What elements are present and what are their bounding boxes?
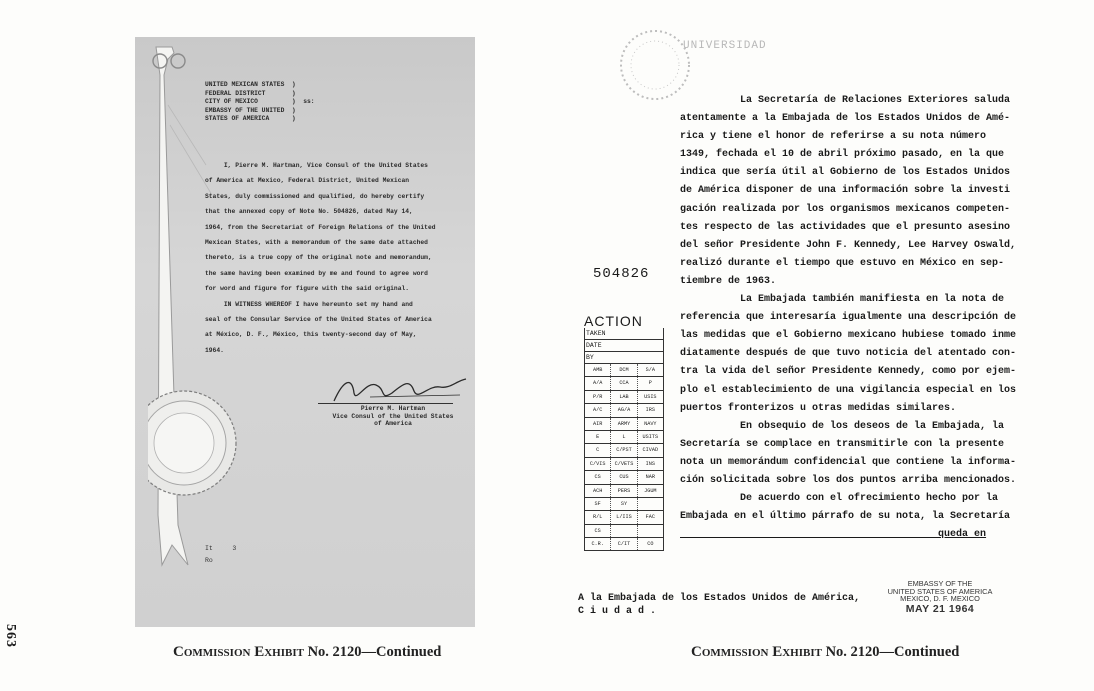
routing-rows [585,364,663,550]
letter-line: tes respecto de las actividades que el presunto asesino [680,221,1011,233]
routing-cell: USIS [637,391,663,403]
addressee-line: C i u d a d . [578,605,657,617]
certificate-line: seal of the Consular Service of the United States of America [205,316,432,324]
certificate-line: I, Pierre M. Hartman, Vice Consul of the United States [205,162,428,169]
certificate-line: 1964, from the Secretariat of Foreign Relations of the United [205,223,436,231]
signer-line: Pierre M. Hartman [360,405,426,412]
signer-line: of America [374,420,412,427]
caption-line: FEDERAL DISTRICT ) [205,89,296,97]
routing-cell: C/VIS [589,460,606,467]
routing-row [585,457,663,470]
letter-line: indica que sería útil al Gobierno de los Estados Unidos [680,167,1011,179]
letter-line: queda en [680,529,987,541]
footer-caption-right [691,644,959,661]
routing-cell: C/IT [610,538,636,550]
routing-cell: SF [594,500,601,507]
exhibit-label: Commission Exhibit [691,644,822,660]
routing-row [585,484,663,497]
letter-line: puertos fronterizos u otras medidas similares. [680,402,957,414]
routing-row [585,470,663,483]
letter-line: nota un memorándum confidencial que contiene la informa- [680,456,1017,468]
routing-cell: USITS [637,431,663,443]
routing-cell [637,525,663,537]
routing-cell [637,498,663,510]
certificate-line: States, duly commissioned and qualified, do hereby certify [205,192,425,200]
routing-cell: FAC [637,511,663,523]
certificate-line: the same having been examined by me and found to agree word [205,269,428,277]
certificate-line: of America at Mexico, Federal District, United Mexican [205,177,410,185]
stamp-line: MEXICO, D. F. MEXICO [900,594,980,604]
letter-line: La Embajada también manifiesta en la nota de [680,294,1005,306]
certificate-line: for word and figure for figure with the said original. [205,285,410,293]
letter-line: Embajada en el último párrafo de su nota, la Secretaría [680,511,1011,523]
routing-cell: C [596,447,600,454]
routing-cell: C/PST [610,444,636,456]
certificate-line: at México, D. F., México, this twenty-second day of May, [205,331,417,339]
handwritten-signature [330,375,470,405]
page-number: 563 [3,624,18,648]
routing-row [585,510,663,523]
embassy-received-stamp [880,580,1000,613]
stub-mark: 3 [232,545,237,552]
certificate-line: thereto, is a true copy of the original note and memorandum, [205,254,432,262]
caption-line: STATES OF AMERICA ) [205,115,296,122]
routing-row [585,390,663,403]
exhibit-number: No. 2120—Continued [307,644,442,660]
routing-cell: PERS [610,485,636,497]
stamp-date: MAY 21 1964 [905,602,975,615]
routing-cell: DCM [610,364,636,376]
routing-label: BY [585,352,663,364]
letter-line: diatamente después de que tuvo noticia del atentado con- [680,348,1017,360]
routing-cell: NAVY [637,418,663,430]
routing-cell: A/A [592,380,603,387]
letter-line: gación realizada por los organismos mexicanos competen- [680,203,1011,215]
caption-line: CITY OF MEXICO ) ss: [205,98,315,105]
letter-line: realizó durante el tiempo que estuvo en México en sep- [680,257,1005,269]
exhibit-number: No. 2120—Continued [825,644,960,660]
letter-line: de América disponer de una información sobre la investi [680,185,1011,197]
letter-line: referencia que interesaría igualmente una descripción de [680,312,1017,324]
caption-line: EMBASSY OF THE UNITED ) [205,106,296,114]
stamp-line: UNITED STATES OF AMERICA [887,586,993,596]
ribbon-stub-text [205,543,236,567]
routing-slip-title: ACTION [584,313,643,329]
signer-block [318,405,468,428]
stub-line: Ro [205,557,213,564]
certificate-line: that the annexed copy of Note No. 504826, dated May 14, [205,208,413,216]
routing-cell: S/A [637,364,663,376]
routing-cell: ARMY [610,418,636,430]
letter-line: tra la vida del señor Presidente Kennedy, como por ejem- [680,366,1017,378]
routing-cell: C.R. [591,541,604,548]
certificate-caption [205,81,315,124]
certificate-line: 1964. [205,346,224,354]
letter-line: tiembre de 1963. [680,275,777,287]
routing-cell: CO [637,538,663,550]
routing-label: DATE [585,340,663,352]
routing-cell: P [637,377,663,389]
routing-cell: E [596,433,600,440]
routing-cell: CCA [610,377,636,389]
routing-cell: ACH [592,487,603,494]
routing-row [585,403,663,416]
routing-label: TAKEN [585,328,663,340]
routing-cell: AMB [592,367,603,373]
letter-line: del señor Presidente John F. Kennedy, Lee Harvey Oswald, [680,239,1017,251]
routing-cell: SY [610,498,636,510]
addressee-line: A la Embajada de los Estados Unidos de América, [578,593,861,604]
stamp-line: EMBASSY OF THE [907,579,973,588]
caption-line: UNITED MEXICAN STATES ) [205,81,296,88]
letter-line: La Secretaría de Relaciones Exteriores saluda [680,95,1011,106]
routing-row [585,430,663,443]
addressee-block [578,593,860,618]
stamp-text: UNIVERSIDAD [683,40,767,52]
routing-grid [584,328,664,551]
letter-line: plo el establecimiento de una vigilancia especial en los [680,384,1017,396]
routing-cell: L [610,431,636,443]
routing-cell: LAB [610,391,636,403]
routing-cell [610,525,636,537]
routing-cell: IRS [637,404,663,416]
routing-cell: JGUM [637,485,663,497]
routing-slip [584,314,664,551]
routing-cell: CIVAD [637,444,663,456]
routing-row [585,497,663,510]
routing-cell: AIR [592,420,603,427]
routing-cell: P/R [592,393,603,400]
letter-line: atentamente a la Embajada de los Estados Unidos de Amé- [680,113,1011,125]
certificate-body [205,158,460,358]
routing-cell: CS [594,527,601,534]
stub-line: It [205,545,213,552]
exhibit-label: Commission Exhibit [173,644,304,660]
routing-cell: CS [594,474,601,481]
letter-line: rica y tiene el honor de referirse a su nota número [680,131,987,143]
routing-cell: R/L [592,514,603,521]
routing-row [585,524,663,537]
letter-line: las medidas que el Gobierno mexicano hubiese tomado inme [680,330,1017,342]
routing-row [585,417,663,430]
routing-cell: A/C [592,407,603,414]
letter-line: 1349, fechada el 10 de abril próximo pasado, en la que [680,149,1005,161]
routing-row [585,443,663,456]
footer-caption-left [173,644,441,661]
letter-line: En obsequio de los deseos de la Embajada, la [680,420,1005,432]
signer-line: Vice Consul of the United States [332,412,454,420]
certificate-line: Mexican States, with a memorandum of the same date attached [205,239,428,247]
routing-cell: L/IIS [610,511,636,523]
routing-cell: NAR [637,471,663,483]
signature-line [318,403,453,404]
routing-row [585,537,663,550]
file-number: 504826 [593,266,650,282]
letter-line: ción solicitada sobre los dos puntos arriba mencionados. [680,474,1017,486]
letter-body [680,92,1017,544]
routing-row [585,376,663,389]
routing-cell: AG/A [610,404,636,416]
certificate-line: IN WITNESS WHEREOF I have hereunto set my hand and [205,300,413,308]
letter-line: Secretaría se complace en transmitirle con la presente [680,438,1005,450]
routing-cell: INS [637,458,663,470]
letter-line: De acuerdo con el ofrecimiento hecho por la [680,493,999,505]
routing-cell: C/VETS [610,458,636,470]
routing-row [585,364,663,376]
routing-cell: CUS [610,471,636,483]
